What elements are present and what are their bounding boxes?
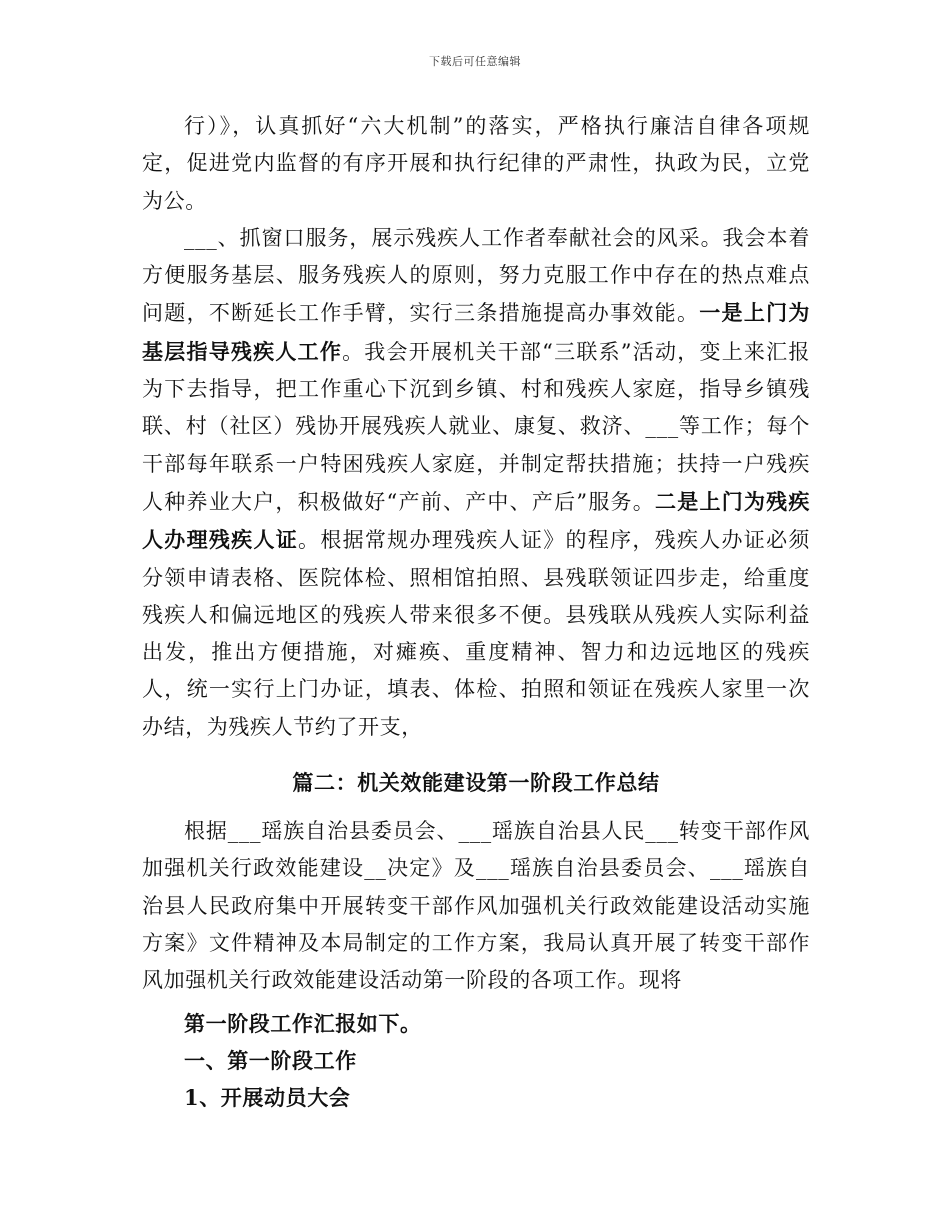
subheading-stage-one: 一、第一阶段工作 xyxy=(184,1047,357,1073)
page-header-note: 下载后可任意编辑 xyxy=(429,55,521,68)
section-title: 篇二：机关效能建设第一阶段工作总结 xyxy=(292,770,660,796)
paragraph-2-text-a: ___、抓窗口服务，展示残疾人工作者奉献社会的风采。我会本着方便服务基层、服务残疾人的原则，努力克服工作中存在的热点难点问题，不断延长工作手臂，实行三条措施提高办事效能。 xyxy=(142,225,810,326)
paragraph-2-bold-2: 二是上门为残疾人办理残疾人证 xyxy=(142,488,810,553)
paragraph-2-text-c: 。根据常规办理残疾人证》的程序，残疾人办证必须分领申请表格、医院体检、照相馆拍照、县残联领证四步走，给重度残疾人和偏远地区的残疾人带来很多不便。县残联从残疾人实际利益出发，推出方便措施，对瘫痪、重度精神、智力和边远地区的残疾人，统一实行上门办证，填表、体检、拍照和领证在残疾人家里一次办结，为残疾人节约了开支， xyxy=(142,528,810,739)
document-body xyxy=(142,108,810,1116)
paragraph-2-bold-1: 一是上门为基层指导残疾人工作 xyxy=(142,300,811,364)
paragraph-3: 根据___瑶族自治县委员会、___瑶族自治县人民___转变干部作风加强机关行政效能建设__决定》及___瑶族自治县委员会、___瑶族自治县人民政府集中开展转变干部作风加强机关行政效能建设活动实施方案》文件精神及本局制定的工作方案，我局认真开展了转变干部作风加强机关行政效能建设活动第一阶段的各项工作。现将 xyxy=(142,819,810,993)
subheading-summary: 第一阶段工作汇报如下。 xyxy=(184,1010,422,1036)
paragraph-1: 行）》，认真抓好“六大机制”的落实，严格执行廉洁自律各项规定，促进党内监督的有序开展和执行纪律的严肃性，执政为民，立党为公。 xyxy=(142,114,810,213)
paragraph-2 xyxy=(142,220,810,746)
subheading-mobilization: 1、开展动员大会 xyxy=(184,1084,351,1110)
paragraph-2-text-b: 。我会开展机关干部“三联系”活动，变上来汇报为下去指导，把工作重心下沉到乡镇、村和残疾人家庭，指导乡镇残联、村（社区）残协开展残疾人就业、康复、救济、___等工作；每个干部每年联系一户特困残疾人家庭，并制定帮扶措施；扶持一户残疾人种养业大户，积极做好“产前、产中、产后”服务。 xyxy=(142,339,810,514)
